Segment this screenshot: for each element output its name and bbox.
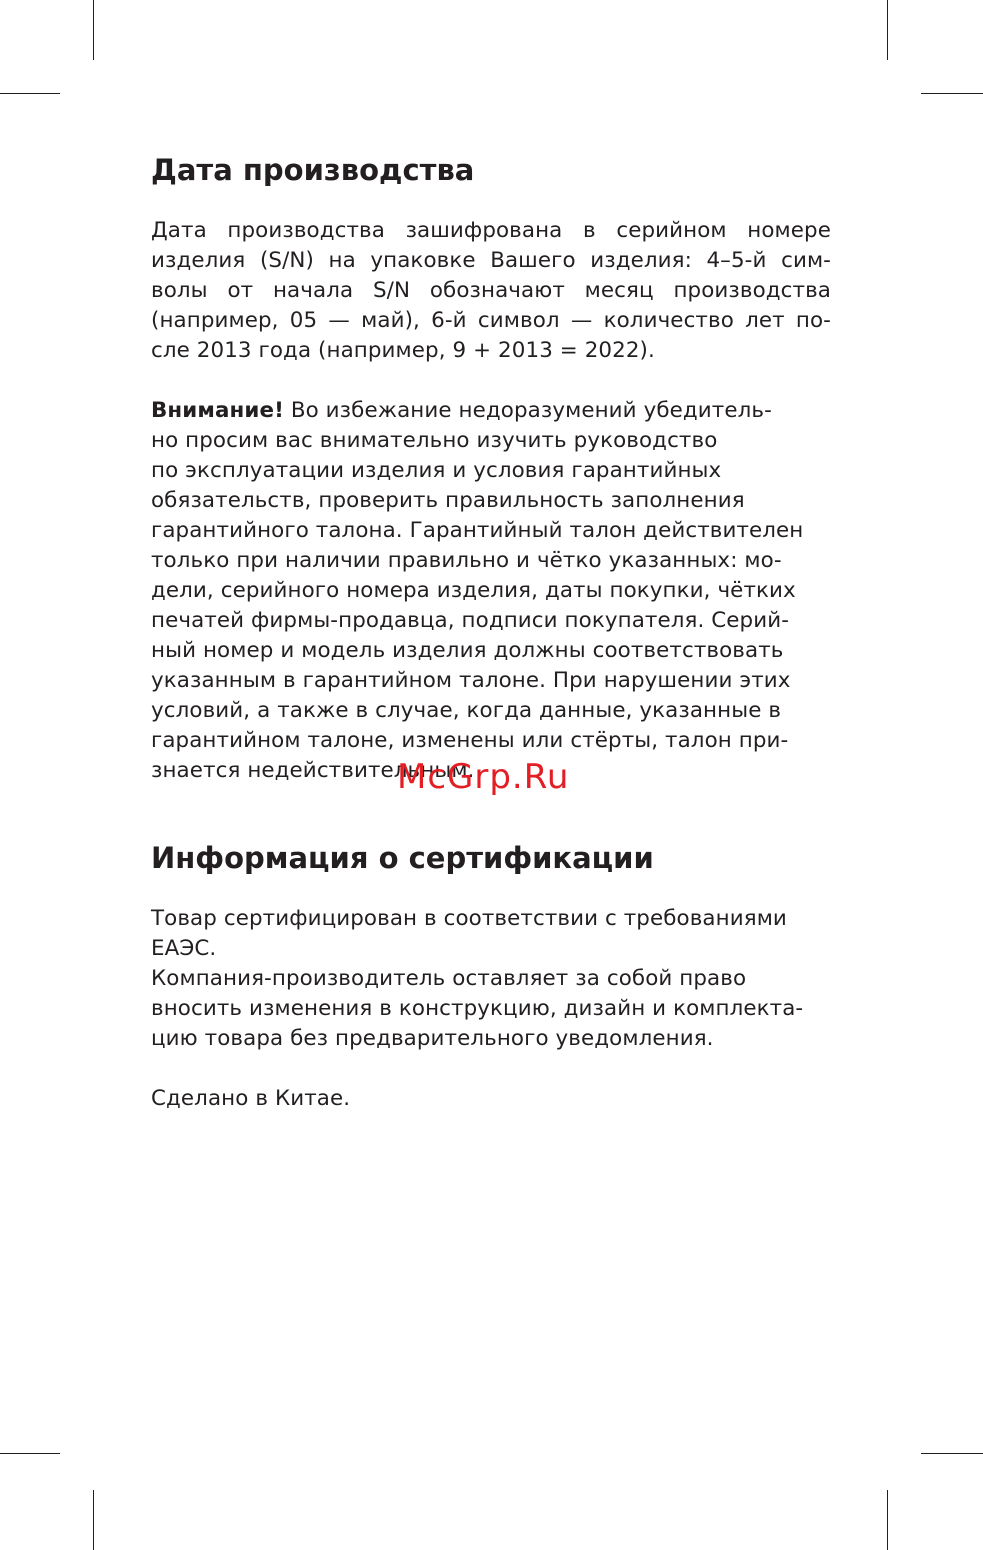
certification-line: ЕАЭС. <box>151 936 217 961</box>
production-line: (например, 05 — май), 6-й символ — количество лет по- <box>151 308 831 333</box>
watermark-logo: McGrp.Ru <box>397 757 570 797</box>
crop-mark-top-right-vertical <box>887 0 888 60</box>
certification-line: Компания-производитель оставляет за собой право <box>151 966 747 991</box>
warning-line: Во избежание недоразумений убедитель- <box>283 398 772 423</box>
warning-line-first <box>151 396 831 426</box>
warning-line: дели, серийного номера изделия, даты покупки, чётких <box>151 578 796 603</box>
crop-mark-bottom-left-horizontal <box>0 1453 60 1454</box>
crop-mark-top-left-horizontal <box>0 93 60 94</box>
warning-line: знается недействительным. <box>151 758 475 783</box>
crop-mark-top-left-vertical <box>93 0 94 60</box>
certification-line: цию товара без предварительного уведомления. <box>151 1026 714 1051</box>
certification-line: вносить изменения в конструкцию, дизайн и комплекта- <box>151 996 804 1021</box>
production-line: изделия (S/N) на упаковке Вашего изделия: 4–5-й сим- <box>151 248 831 273</box>
made-in-china-text: Сделано в Китае. <box>151 1086 351 1111</box>
warning-paragraph <box>151 396 831 786</box>
warning-line: ный номер и модель изделия должны соответствовать <box>151 638 784 663</box>
warning-line: но просим вас внимательно изучить руководство <box>151 428 718 453</box>
production-line: волы от начала S/N обозначают месяц производства <box>151 278 831 303</box>
warning-line: печатей фирмы-продавца, подписи покупателя. Серий- <box>151 608 790 633</box>
certification-paragraph <box>151 904 831 1054</box>
crop-mark-top-right-horizontal <box>921 93 983 94</box>
crop-mark-bottom-right-horizontal <box>921 1453 983 1454</box>
production-date-paragraph <box>151 216 831 366</box>
warning-line: указанным в гарантийном талоне. При нарушении этих <box>151 668 791 693</box>
warning-line: условий, а также в случае, когда данные, указанные в <box>151 698 782 723</box>
certification-line: Товар сертифицирован в соответствии с требованиями <box>151 906 787 931</box>
warning-line: по эксплуатации изделия и условия гарантийных <box>151 458 722 483</box>
warning-line: гарантийного талона. Гарантийный талон действителен <box>151 518 804 543</box>
production-line: сле 2013 года (например, 9 + 2013 = 2022). <box>151 338 655 363</box>
certification-heading: Информация о сертификации <box>151 841 654 875</box>
warning-line: только при наличии правильно и чётко указанных: мо- <box>151 548 782 573</box>
warning-line: обязательств, проверить правильность заполнения <box>151 488 745 513</box>
warning-line: гарантийном талоне, изменены или стёрты, талон при- <box>151 728 789 753</box>
crop-mark-bottom-right-vertical <box>887 1490 888 1550</box>
page-content <box>151 148 831 1114</box>
production-date-heading: Дата производства <box>151 153 475 187</box>
production-line: Дата производства зашифрована в серийном номере <box>151 218 831 243</box>
warning-label: Внимание! <box>151 398 284 423</box>
crop-mark-bottom-left-vertical <box>93 1490 94 1550</box>
